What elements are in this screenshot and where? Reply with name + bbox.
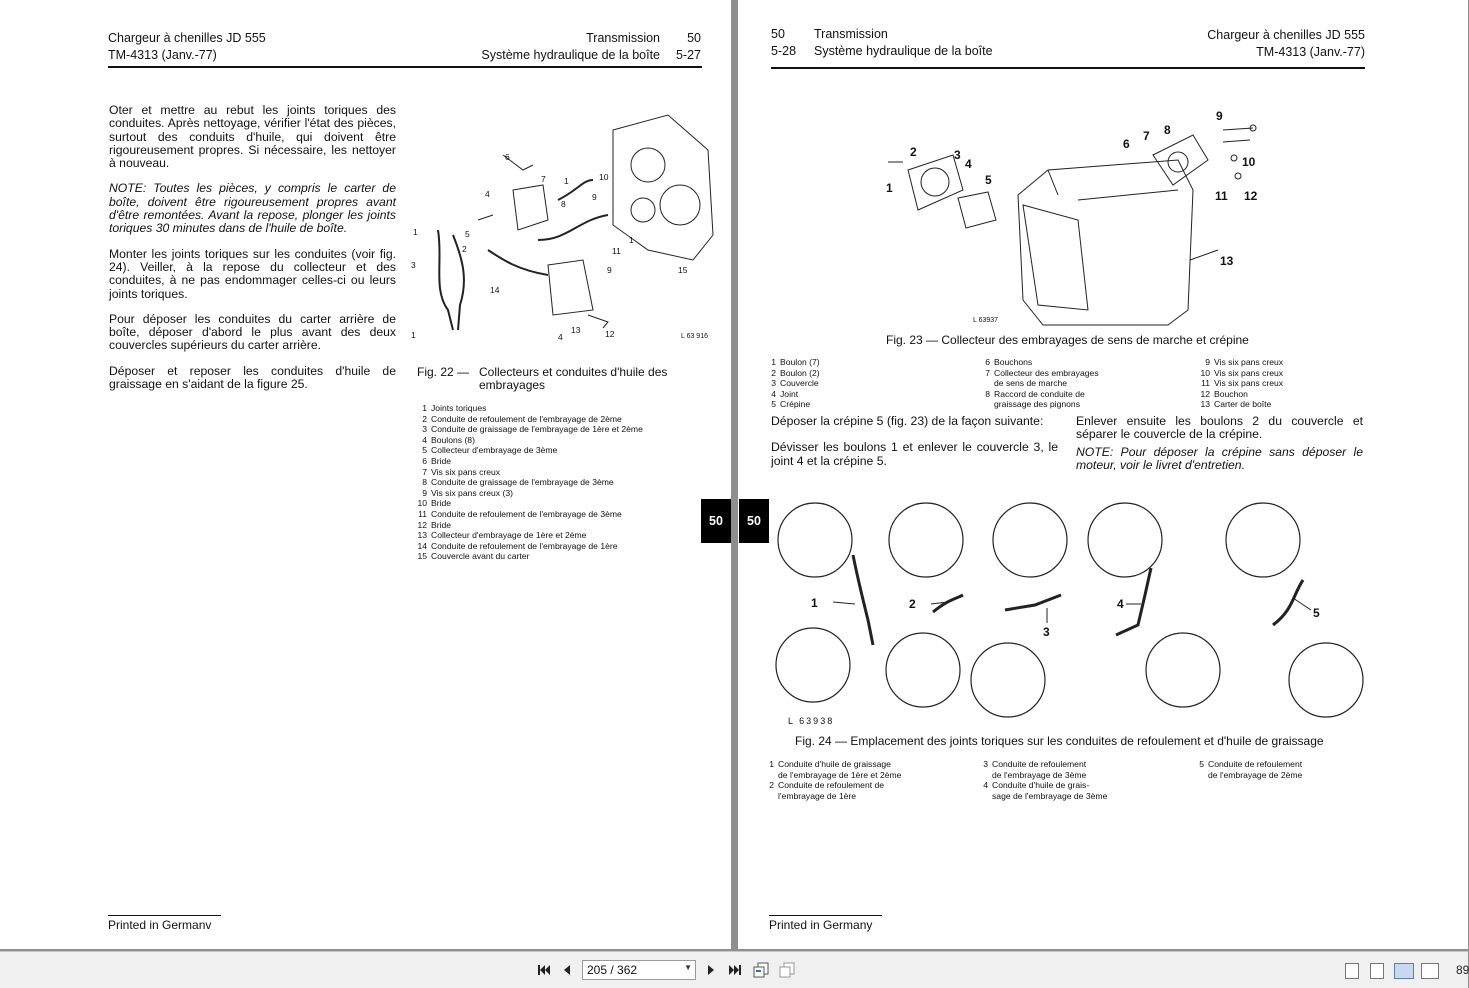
legend-number: 5 [1199, 759, 1204, 769]
right-header-block [1207, 27, 1365, 61]
legend-text: Conduite de refoulement de l'embrayage de 3ème [431, 508, 622, 519]
header-subsection-title: Système hydraulique de la boîte [481, 48, 660, 62]
header-section-number: 50 [687, 31, 701, 45]
legend-item [1198, 399, 1368, 410]
legend-number: 4 [422, 434, 427, 445]
legend-item [413, 414, 703, 425]
fig23-callout: 10 [1242, 155, 1256, 169]
fig22-callout: 14 [490, 285, 500, 295]
paragraph: Oter et mettre au rebut les joints toriques des conduites. Après nettoyage, vérifier l'état des pièces, surtout des conduits d'huile, qui doivent être rigoureusement propres. Si nécessaire, les nettoyer à nouveau. [109, 103, 396, 171]
legend-item [1196, 770, 1366, 781]
legend-number: 3 [422, 424, 427, 435]
fig23-callout: 13 [1220, 254, 1234, 268]
legend-text: Bride [431, 455, 452, 466]
legend-text: Vis six pans creux [1214, 367, 1284, 378]
legend-text: l'embrayage de 1ère [778, 790, 857, 801]
legend-text: Conduite de refoulement [992, 759, 1087, 769]
legend-item [413, 488, 703, 499]
cover-outline [908, 155, 963, 210]
fig23-callout: 8 [1164, 123, 1171, 137]
legend-text: Conduite de refoulement [1208, 759, 1303, 769]
legend-number: 8 [985, 388, 990, 399]
legend-item [768, 399, 968, 410]
legend-text: Joints toriques [431, 403, 487, 413]
figure-23-legend-col2 [982, 357, 1182, 410]
detail-circle [1226, 503, 1300, 577]
legend-number: 11 [1201, 378, 1210, 389]
legend-number: 12 [1200, 388, 1210, 399]
legend-number: 4 [983, 780, 988, 791]
legend-number: 12 [417, 519, 427, 530]
legend-item [413, 551, 703, 562]
fig23-callout: 11 [1215, 189, 1228, 203]
paragraph: Dévisser les boulons 1 et enlever le couvercle 3, le joint 4 et la crépine 5. [771, 440, 1058, 468]
fig22-callout: 7 [541, 174, 546, 184]
detail-circle [778, 503, 852, 577]
detail-circle [1146, 633, 1220, 707]
paragraph: Monter les joints toriques sur les conduites (voir fig. 24). Veiller, à la repose du collecteur et des conduites, à ne pas endommager celles-ci ou leurs joints toriques. [109, 246, 396, 301]
legend-number: 7 [422, 466, 427, 477]
detail-circle [886, 633, 960, 707]
detail-circle [971, 643, 1045, 717]
legend-item [413, 509, 703, 520]
header-page-number: 5-28 [771, 44, 797, 58]
legend-number: 2 [422, 413, 427, 424]
legend-item [413, 424, 703, 435]
legend-item [766, 770, 966, 781]
legend-item [413, 520, 703, 531]
legend-number: 15 [417, 551, 427, 562]
fig22-callout: 1 [629, 235, 634, 245]
detail-circle [776, 628, 850, 702]
chevron-down-icon[interactable]: ▼ [684, 963, 692, 972]
legend-number: 2 [771, 367, 776, 378]
detail-circle [1088, 503, 1162, 577]
note-paragraph: NOTE: Pour déposer la crépine sans déposer le moteur, voir le livret d'entretien. [1076, 444, 1363, 472]
right-page [738, 0, 1468, 949]
legend-text: Collecteur des embrayages [994, 367, 1099, 378]
legend-item [1198, 357, 1368, 368]
fig22-reference: L 63 916 [681, 333, 708, 340]
legend-number: 11 [418, 508, 427, 519]
detail-circle [889, 503, 963, 577]
legend-text: Vis six pans creux (3) [431, 487, 513, 498]
legend-item [982, 357, 1182, 368]
header-section-number: 50 [771, 27, 785, 41]
legend-text: Conduite d'huile de graissage [778, 759, 891, 769]
header-manual-ref: TM-4313 (Janv.-77) [108, 48, 217, 62]
front-cover-outline [613, 115, 713, 260]
caption-label: Fig. 22 — [417, 365, 470, 379]
legend-item [413, 541, 703, 552]
right-header-block [481, 30, 701, 64]
paragraph: Enlever ensuite les boulons 2 du couvercle et séparer le couvercle de la crépine. [1076, 414, 1363, 442]
header-product-title: Chargeur à chenilles JD 555 [1207, 28, 1365, 42]
legend-text: Vis six pans creux [1214, 378, 1284, 389]
single-page-view-icon[interactable] [1345, 963, 1359, 979]
legend-item [413, 477, 703, 488]
fig23-callout: 7 [1143, 129, 1150, 143]
legend-text: de l'embrayage de 1ère et 2ème [778, 769, 902, 780]
header-product-title: Chargeur à chenilles JD 555 [108, 31, 266, 45]
left-header-block [108, 30, 266, 64]
legend-number: 3 [983, 759, 988, 769]
fig22-callout: 3 [411, 260, 416, 270]
header-rule [108, 66, 702, 68]
legend-number: 9 [422, 487, 427, 498]
figure-23-drawing [878, 100, 1278, 328]
fig24-callout: 5 [1313, 606, 1320, 620]
legend-text: Bouchon [1214, 388, 1248, 399]
figure-24-legend-col3 [1196, 759, 1366, 780]
figure-24-caption: Fig. 24 — Emplacement des joints toriques sur les conduites de refoulement et d'huile de graissage [795, 734, 1324, 748]
legend-number: 5 [771, 399, 776, 410]
header-section-title: Transmission [586, 31, 660, 45]
fig24-callout: 1 [811, 596, 818, 610]
legend-text: Raccord de conduite de [994, 388, 1085, 399]
legend-text: Bride [431, 498, 452, 509]
legend-item [980, 759, 1180, 770]
legend-text: Conduite de graissage de l'embrayage de 1ère et 2ème [431, 424, 643, 435]
fig22-callout: 9 [592, 192, 597, 202]
figure-24-legend-col1 [766, 759, 966, 801]
figure-24-legend-col2 [980, 759, 1180, 801]
legend-item [982, 399, 1182, 410]
legend-item [982, 378, 1182, 389]
fig23-reference: L 63937 [973, 317, 999, 324]
header-subsection-title: Système hydraulique de la boîte [814, 44, 993, 58]
legend-text: graissage des pignons [994, 399, 1080, 410]
legend-text: Collecteur d'embrayage de 1ère et 2ème [431, 530, 587, 541]
legend-text: Crépine [780, 399, 811, 410]
fig22-callout: 6 [505, 152, 510, 162]
fig22-callout: 12 [605, 329, 615, 339]
section-tab: 50 [701, 499, 731, 543]
fig23-callout: 5 [985, 173, 992, 187]
paragraph: Déposer et reposer les conduites d'huile de graissage en s'aidant de la figure 25. [109, 363, 396, 392]
header-section-title: Transmission [814, 27, 888, 41]
fig24-reference: L 63938 [788, 716, 835, 726]
legend-item [980, 791, 1180, 802]
legend-item [980, 770, 1180, 781]
note-paragraph: NOTE: Toutes les pièces, y compris le carter de boîte, doivent être rigoureusement propres avant d'être remontées. Avant la repose, plonger les joints toriques 30 minutes dans de l'huile de boîte. [109, 181, 396, 236]
figure-22-caption [417, 366, 707, 392]
left-page [0, 0, 731, 949]
fig23-callout: 3 [954, 148, 961, 162]
legend-item [413, 498, 703, 509]
figure-24-drawing [773, 500, 1373, 730]
legend-text: Bouchons [994, 357, 1033, 367]
figure-22-legend [413, 403, 703, 562]
paragraph: Déposer la crépine 5 (fig. 23) de la façon suivante: [771, 414, 1044, 428]
legend-text: Vis six pans creux [431, 466, 501, 477]
legend-text: Bride [431, 519, 452, 530]
legend-item [982, 389, 1182, 400]
legend-text: Boulon (2) [780, 367, 820, 378]
legend-text: Boulon (7) [780, 357, 820, 367]
legend-text: Joint [780, 388, 799, 399]
legend-number: 10 [417, 498, 427, 509]
legend-number: 1 [422, 403, 427, 413]
fig23-callout: 9 [1216, 109, 1223, 123]
legend-text: de sens de marche [994, 378, 1068, 389]
legend-number: 1 [771, 357, 776, 367]
detail-circle [1289, 643, 1363, 717]
prev-page-icon[interactable] [558, 961, 576, 979]
fig22-callout: 10 [599, 172, 609, 182]
continuous-view-icon[interactable] [1370, 963, 1384, 979]
legend-item [766, 759, 966, 770]
legend-item [766, 780, 966, 791]
legend-text: Vis six pans creux [1214, 357, 1284, 367]
fig22-callout: 5 [465, 229, 470, 239]
legend-item [1196, 759, 1366, 770]
fig22-callout: 8 [561, 199, 566, 209]
header-page-number: 5-27 [675, 48, 701, 62]
two-page-view-icon[interactable] [1394, 963, 1414, 979]
legend-item [413, 467, 703, 478]
pipe-3 [1005, 595, 1061, 610]
legend-item [1198, 389, 1368, 400]
legend-item [1198, 378, 1368, 389]
footer-text: Printed in Germanv [108, 918, 212, 932]
last-page-icon[interactable] [726, 961, 744, 979]
legend-text: Conduite de graissage de l'embrayage de 3ème [431, 477, 614, 488]
legend-number: 5 [422, 445, 427, 456]
legend-text: Boulons (8) [431, 434, 475, 445]
legend-number: 4 [771, 388, 776, 399]
legend-item [413, 445, 703, 456]
legend-text: Conduite d'huile de grais- [992, 780, 1090, 791]
legend-item [1198, 368, 1368, 379]
left-header-block [771, 26, 993, 60]
body-text-column [109, 104, 396, 391]
fig22-callout: 15 [678, 265, 688, 275]
page-number-input[interactable] [582, 960, 696, 980]
footer-rule [769, 915, 882, 916]
legend-number: 3 [771, 378, 776, 389]
footer-rule [108, 915, 221, 916]
legend-text: de l'embrayage de 3ème [992, 769, 1087, 780]
header-manual-ref: TM-4313 (Janv.-77) [1256, 45, 1365, 59]
legend-text: de l'embrayage de 2ème [1208, 769, 1303, 780]
legend-number: 13 [417, 530, 427, 541]
viewer-toolbar [0, 951, 1468, 988]
fig24-callout: 4 [1117, 597, 1124, 611]
legend-item [980, 780, 1180, 791]
fig22-callout: 4 [485, 189, 490, 199]
legend-text: Carter de boîte [1214, 399, 1272, 410]
fig22-callout: 2 [462, 244, 467, 254]
section-tab: 50 [739, 499, 769, 543]
go-forward-icon[interactable] [778, 961, 796, 979]
figure-23-legend-col3 [1198, 357, 1368, 410]
legend-text: Couvercle avant du carter [431, 551, 530, 562]
legend-item [413, 435, 703, 446]
fig24-callout: 3 [1043, 625, 1050, 639]
fig23-callout: 2 [910, 145, 917, 159]
fig24-callout: 2 [909, 597, 916, 611]
pipe-5 [1273, 580, 1303, 625]
legend-number: 13 [1200, 399, 1210, 410]
legend-number: 8 [422, 477, 427, 488]
caption-text: Collecteurs et conduites d'huile des embrayages [479, 365, 668, 392]
fig22-callout: 9 [607, 265, 612, 275]
manifold-3rd-outline [513, 185, 548, 230]
paragraph: Pour déposer les conduites du carter arrière de boîte, déposer d'abord le plus avant des deux couvercles supérieurs du carter arrière. [109, 311, 396, 353]
fig23-callout: 1 [886, 181, 893, 195]
manifold-outline [1153, 135, 1208, 185]
legend-text: Conduite de refoulement de l'embrayage de 1ère [431, 540, 618, 551]
legend-text: Collecteur d'embrayage de 3ème [431, 445, 558, 456]
zoom-level: 89 [1456, 963, 1469, 977]
fig22-callout: 4 [558, 332, 563, 342]
fig22-callout: 1 [413, 227, 418, 237]
legend-number: 7 [985, 367, 990, 378]
legend-number: 9 [1205, 357, 1210, 367]
manifold-1st-2nd-outline [548, 260, 593, 315]
fig22-callout: 1 [564, 176, 569, 186]
legend-text: Couvercle [780, 378, 819, 389]
fig22-callout: 13 [571, 325, 581, 335]
first-page-icon[interactable] [535, 961, 553, 979]
figure-22-drawing [408, 110, 718, 350]
legend-number: 6 [422, 455, 427, 466]
fig22-callout: 11 [612, 246, 621, 256]
legend-number: 1 [769, 759, 774, 769]
fig23-callout: 12 [1244, 189, 1258, 203]
detail-circle [993, 503, 1067, 577]
text-column-1 [771, 415, 1058, 468]
legend-item [768, 368, 968, 379]
legend-item [413, 403, 703, 414]
text-column-2 [1076, 415, 1363, 472]
two-page-continuous-view-icon[interactable] [1421, 963, 1439, 979]
legend-item [982, 368, 1182, 379]
legend-item [413, 530, 703, 541]
legend-item [413, 456, 703, 467]
legend-number: 2 [769, 780, 774, 791]
legend-number: 10 [1200, 367, 1210, 378]
legend-number: 6 [985, 357, 990, 367]
legend-number: 14 [417, 540, 427, 551]
legend-item [766, 791, 966, 802]
page-indicator: 205 / 362 [587, 963, 638, 977]
legend-item [768, 357, 968, 368]
next-page-icon[interactable] [702, 961, 720, 979]
go-back-icon[interactable] [752, 961, 770, 979]
header-rule [771, 67, 1365, 69]
gearbox-housing-outline [1018, 160, 1193, 325]
legend-text: Conduite de refoulement de [778, 780, 885, 791]
fig23-callout: 6 [1123, 137, 1130, 151]
footer-text: Printed in Germany [769, 918, 873, 932]
pipe-1 [853, 555, 873, 645]
legend-text: Conduite de refoulement de l'embrayage de 2ème [431, 413, 622, 424]
legend-item [768, 378, 968, 389]
figure-23-legend-col1 [768, 357, 968, 410]
fig23-callout: 4 [965, 157, 972, 171]
strainer-outline [958, 192, 996, 228]
legend-text: sage de l'embrayage de 3ème [992, 790, 1108, 801]
figure-23-caption: Fig. 23 — Collecteur des embrayages de sens de marche et crépine [886, 333, 1249, 347]
fig22-callout: 1 [411, 330, 416, 340]
legend-item [768, 389, 968, 400]
